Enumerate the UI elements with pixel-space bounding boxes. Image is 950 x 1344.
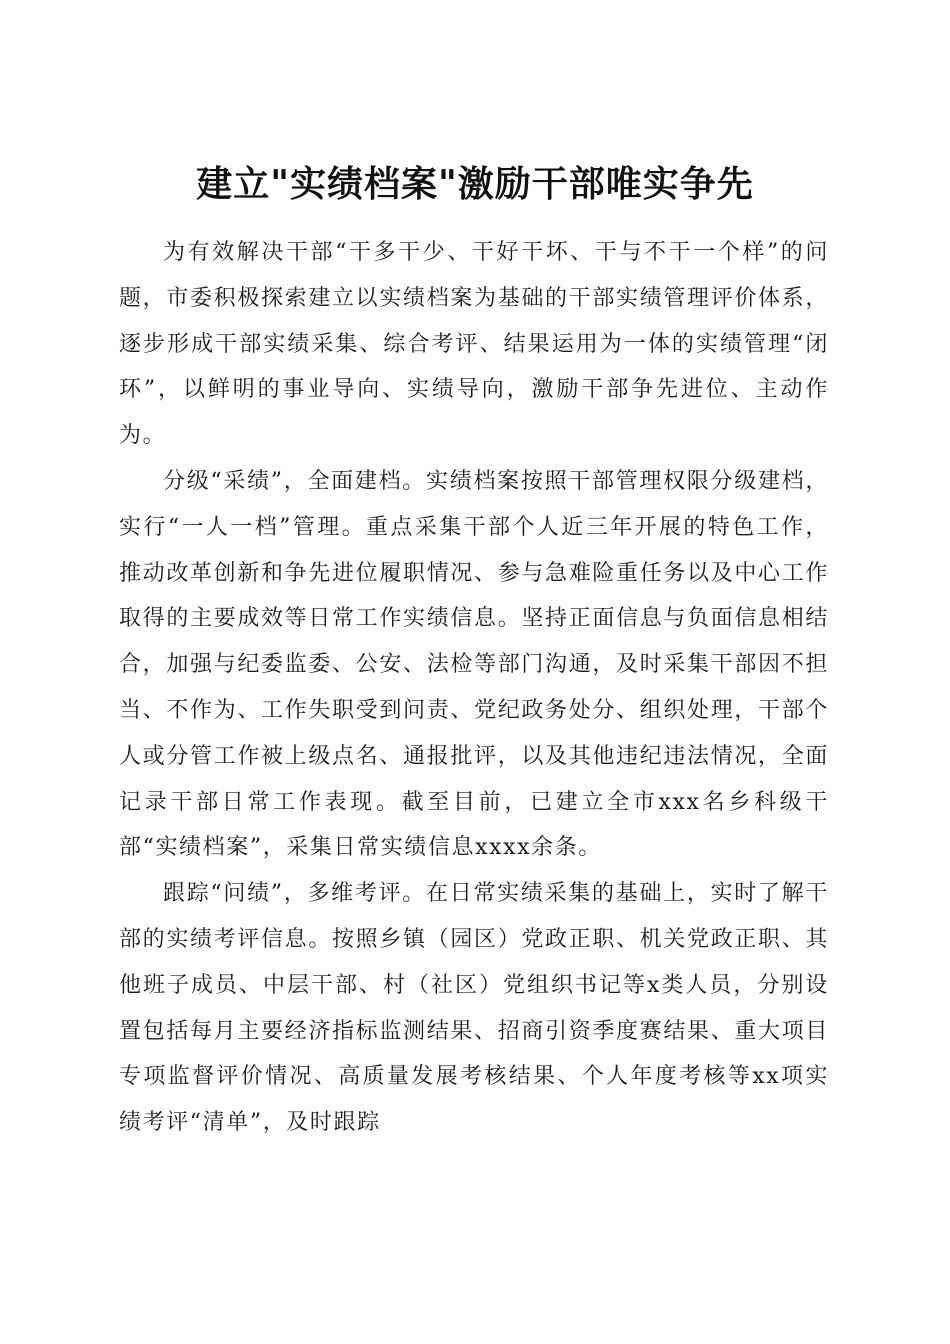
document-title: 建立"实绩档案"激励干部唯实争先 — [196, 163, 754, 206]
paragraph-evaluation: 跟踪“问绩”，多维考评。在日常实绩采集的基础上，实时了解干部的实绩考评信息。按照乡镇（园区）党政正职、机关党政正职、其他班子成员、中层干部、村（社区）党组织书记等x类人员，分别设置包括每月主要经济指标监测结果、招商引资季度赛结果、重大项目专项监督评价情况、高质量发展考核结果、个人年度考核等xx项实绩考评“清单”，及时跟踪 — [119, 881, 829, 1136]
document-body — [119, 230, 829, 1146]
paragraph-archive: 分级“采绩”，全面建档。实绩档案按照干部管理权限分级建档，实行“一人一档”管理。重点采集干部个人近三年开展的特色工作，推动改革创新和争先进位履职情况、参与急难险重任务以及中心工作取得的主要成效等日常工作实绩信息。坚持正面信息与负面信息相结合，加强与纪委监委、公安、法检等部门沟通，及时采集干部因不担当、不作为、工作失职受到问责、党纪政务处分、组织处理，干部个人或分管工作被上级点名、通报批评，以及其他违纪违法情况，全面记录干部日常工作表现。截至目前，已建立全市xxx名乡科级干部“实绩档案”，采集日常实绩信息xxxx余条。 — [119, 468, 829, 861]
paragraph-intro: 为有效解决干部“干多干少、干好干坏、干与不干一个样”的问题，市委积极探索建立以实绩档案为基础的干部实绩管理评价体系，逐步形成干部实绩采集、综合考评、结果运用为一体的实绩管理“闭环”，以鲜明的事业导向、实绩导向，激励干部争先进位、主动作为。 — [119, 240, 829, 449]
